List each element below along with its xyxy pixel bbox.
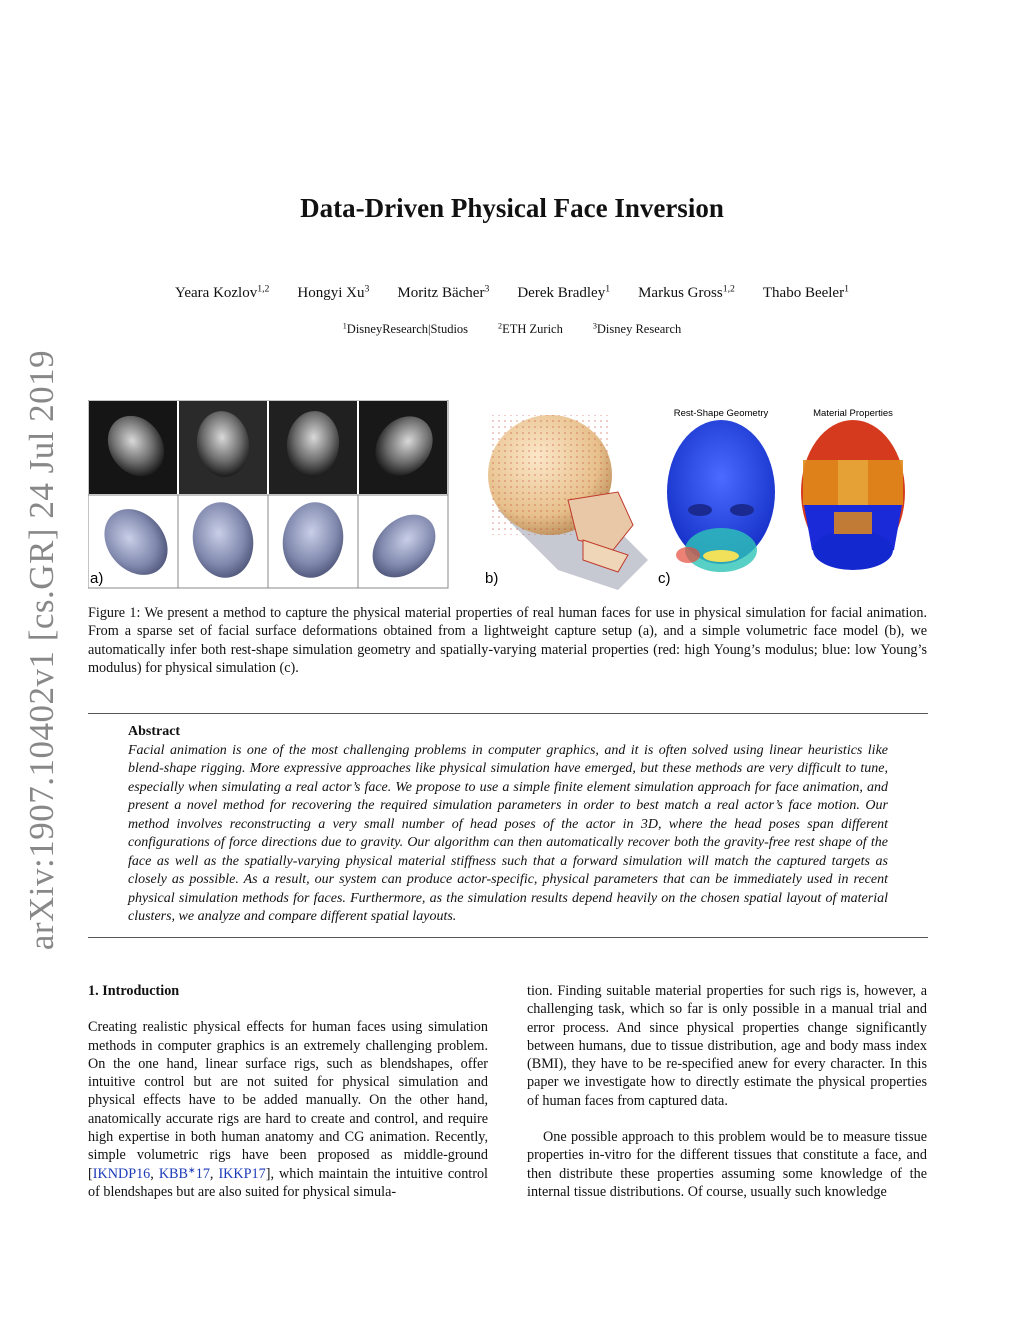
- section-heading: 1. Introduction: [88, 983, 180, 999]
- figure-caption: Figure 1: We present a method to capture the physical material properties of real human faces for use in physical simulation for facial animation. From a sparse set of facial surface deformations obtained from a lightweight capture setup (a), and a simple volumetric face model (b), we automatically infer both rest-shape simulation geometry and spatially-varying material properties (red: high Young’s modulus; blue: low Young’s modulus) for physical simulation (c).: [88, 605, 927, 676]
- intro-left-column: [88, 982, 488, 1201]
- intro-paragraph-continued: tion. Finding suitable material properties for such rigs is, however, a challenging task, which so far is only possible in a manual trial and error process. And since physical properties change significantly between humans, due to tissue distribution, age and body mass index (BMI), they have to be re-specified anew for every character. In this paper we investigate how to directly estimate the physical properties of human faces from captured data.: [527, 983, 927, 1109]
- panel-c-simulation-results: [658, 408, 905, 587]
- rest-shape-label: Rest-Shape Geometry: [673, 408, 769, 419]
- intro-paragraph: Creating realistic physical effects for human faces using simulation methods in computer graphics is an extremely challenging problem. On the one hand, linear surface rigs, such as blendshapes, offer intuitive control but are not suited for physical simulation and physical effects have to be added manually. On the other hand, anatomically accurate rigs are hard to create and control, and require high expertise in both human anatomy and CG animation. Recently, simple volumetric rigs have been proposed as middle-ground [IKNDP16, KBB∗17, IKKP17], which maintain the intuitive control of blendshapes but are also suited for physical simula-: [88, 1019, 489, 1200]
- affiliation-list: [0, 322, 1024, 337]
- paper-title: Data-Driven Physical Face Inversion: [300, 193, 724, 223]
- author: Thabo Beeler$^1$: [762, 283, 849, 301]
- intro-paragraph-2: One possible approach to this problem would be to measure tissue properties in-vitro for the different tissues that constitute a face, and then distribute these properties assuming some knowledge of the internal tissue distributions. Of course, usually such knowledge: [527, 1129, 927, 1200]
- affiliation: $^2$ETH Zurich: [498, 321, 563, 336]
- figure-teaser: [88, 400, 936, 590]
- author-list: [0, 285, 1024, 302]
- citation-link[interactable]: IKKP17: [218, 1165, 266, 1182]
- divider-bottom: [88, 937, 928, 938]
- intro-right-column: [527, 982, 927, 1201]
- affiliation: $^3$Disney Research: [592, 321, 682, 336]
- arxiv-sidebar-stamp: [12, 340, 72, 960]
- arxiv-identifier: arXiv:1907.10402v1 [cs.GR] 24 Jul 2019: [22, 349, 61, 951]
- panel-c-label: c): [658, 570, 671, 587]
- author: Derek Bradley$^1$: [517, 283, 611, 301]
- abstract-text: Facial animation is one of the most challenging problems in computer graphics, and it is often solved using linear heuristics like blend-shape rigging. More expressive approaches like physical simulation have emerged, but these methods are very difficult to tune, especially when simulating a real actor’s face. We propose to use a simple finite element simulation approach for face animation, and present a novel method for recovering the required simulation parameters in order to best match a real actor’s face motion. Our method involves reconstructing a very small number of head poses of the actor in 3D, where the head poses span different configurations of force directions due to gravity. Our algorithm can then automatically recover both the gravity-free rest shape of the face as well as the spatially-varying physical material stiffness such that a forward simulation will match the captured targets as closely as possible. As a result, our system can produce actor-specific, physical parameters that can be immediately used in recent physical simulation methods for faces. Furthermore, as the simulation results depend heavily on the chosen spatial layout of material clusters, we analyze and compare different spatial layouts.: [128, 742, 888, 924]
- author: Yeara Kozlov$^{1,2}$: [175, 283, 270, 301]
- panel-b-volumetric-model: [485, 415, 648, 590]
- abstract-heading: Abstract: [128, 724, 181, 739]
- panel-a-capture-images: [88, 400, 448, 590]
- author: Markus Gross$^{1,2}$: [638, 283, 735, 301]
- abstract-section: [128, 723, 888, 927]
- citation-link[interactable]: IKNDP16: [92, 1165, 151, 1182]
- panel-b-label: b): [485, 570, 499, 587]
- author: Hongyi Xu$^3$: [297, 283, 370, 301]
- citation-link[interactable]: KBB∗17: [158, 1164, 210, 1182]
- material-properties-label: Material Properties: [813, 408, 893, 419]
- divider-top: [88, 713, 928, 714]
- author: Moritz Bächer$^3$: [397, 283, 490, 301]
- panel-a-label: a): [90, 570, 104, 587]
- affiliation: $^1$DisneyResearch|Studios: [342, 321, 469, 336]
